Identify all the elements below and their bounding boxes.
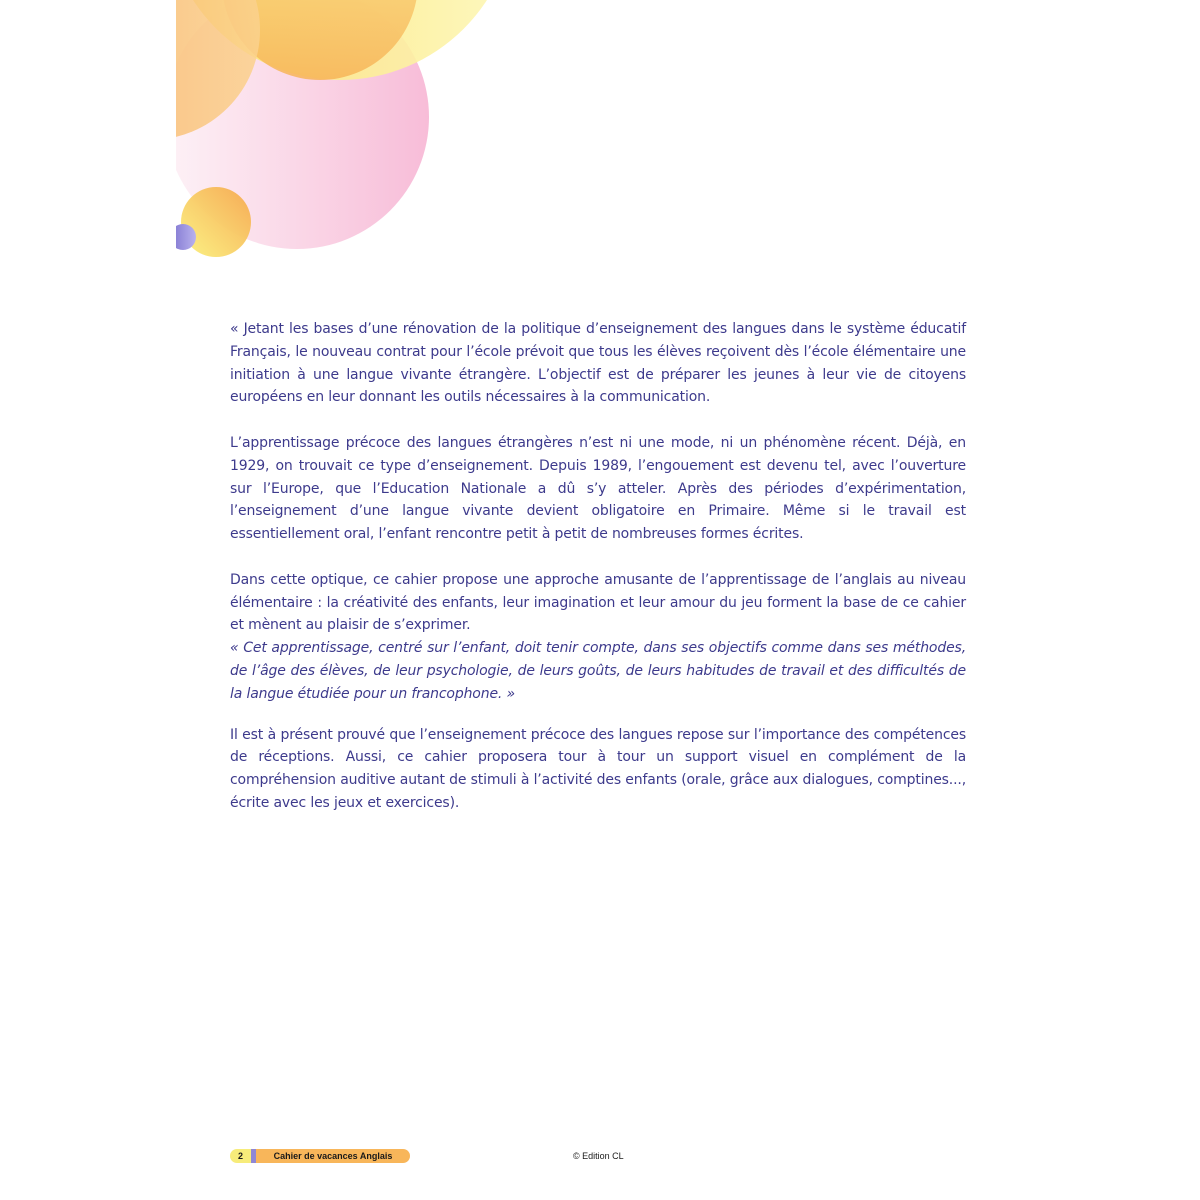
paragraph-history: L’apprentissage précoce des langues étrangères n’est ni une mode, ni un phénomène récent. Déjà, en 1929, on trouvait ce type d’enseignement. Depuis 1989, l’engouement est devenu tel, avec l’ouverture sur l’Europe, que l’Education Nationale a dû s’y atteler. Après des périodes d’expérimentation, l’enseignement d’une langue vivante devient obligatoire en Primaire. Même si le travail est essentiellement oral, l’enfant rencontre petit à petit de nombreuses formes écrites.	[230, 434, 966, 543]
paragraph-intro: « Jetant les bases d’une rénovation de la politique d’enseignement des langues dans le système éducatif Français, le nouveau contrat pour l’école prévoit que tous les élèves reçoivent dès l’école élémentaire une initiation à une langue vivante étrangère. L’objectif est de préparer les jeunes à leur vie de citoyens européens en leur donnant les outils nécessaires à la communication.	[230, 321, 966, 406]
body-text	[230, 318, 966, 815]
page-number: 2	[230, 1149, 251, 1163]
copyright-notice: © Edition CL	[573, 1151, 624, 1161]
small-purple-circle	[170, 224, 196, 250]
paragraph-approach: Dans cette optique, ce cahier propose une approche amusante de l’apprentissage de l’anglais au niveau élémentaire : la créativité des enfants, leur imagination et leur amour du jeu forment la base de ce cahier et mènent au plaisir de s’exprimer.	[230, 571, 966, 634]
paragraph-conclusion: Il est à présent prouvé que l’enseignement précoce des langues repose sur l’importance des compétences de réceptions. Aussi, ce cahier proposera tour à tour un support visuel en complément de la compréhension auditive autant de stimuli à l’activité des enfants (orale, grâce aux dialogues, comptines..., écrite avec les jeux et exercices).	[230, 726, 966, 811]
footer-tab	[230, 1149, 410, 1163]
book-title: Cahier de vacances Anglais	[256, 1149, 410, 1163]
decorative-circles	[0, 0, 1200, 300]
paragraph-quote: « Cet apprentissage, centré sur l’enfant, doit tenir compte, dans ses objectifs comme dans ses méthodes, de l’âge des élèves, de leur psychologie, de leurs goûts, de leurs habitudes de travail et des difficultés de la langue étudiée pour un francophone. »	[230, 640, 966, 702]
